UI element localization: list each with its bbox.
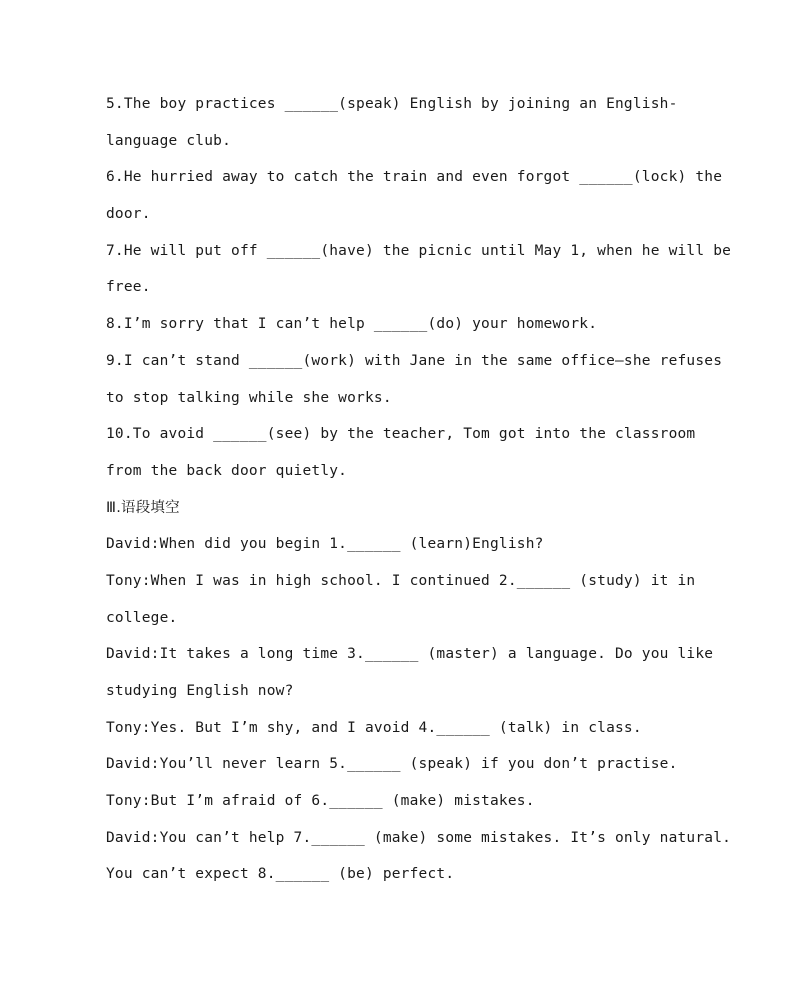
exercise-8-line-1: 8.I’m sorry that I can’t help ______(do) your homework. (106, 316, 598, 333)
exercise-7-line-1: 7.He will put off ______(have) the picnic until May 1, when he will be (106, 242, 732, 259)
dialogue (106, 526, 732, 893)
dialogue-line-3-cont: studying English now? (106, 683, 294, 699)
dialogue-line-2: Tony:When I was in high school. I continued 2.______ (study) it in (106, 572, 696, 589)
dialogue-line-2-cont: college. (106, 609, 178, 626)
dialogue-line-4: Tony:Yes. But I’m shy, and I avoid 4.______ (talk) in class. (106, 719, 642, 736)
dialogue-line-1: David:When did you begin 1.______ (learn)English? (106, 536, 544, 553)
dialogue-line-6: Tony:But I’m afraid of 6.______ (make) mistakes. (106, 793, 535, 810)
exercise-6-line-2: door. (106, 206, 151, 223)
exercise-6-line-1: 6.He hurried away to catch the train and even forgot ______(lock) the (106, 169, 723, 186)
exercise-5-line-1: 5.The boy practices ______(speak) English by joining an English- (106, 96, 678, 112)
dialogue-line-5: David:You’ll never learn 5.______ (speak) if you don’t practise. (106, 756, 678, 773)
dialogue-line-7: David:You can’t help 7.______ (make) some mistakes. It’s only natural. (106, 829, 732, 846)
exercise-list (106, 86, 732, 490)
document-content (106, 86, 732, 893)
dialogue-line-8: You can’t expect 8.______ (be) perfect. (106, 866, 455, 883)
section-heading: Ⅲ.语段填空 (106, 499, 180, 516)
exercise-9-line-2: to stop talking while she works. (106, 389, 392, 406)
exercise-5-line-2: language club. (106, 132, 232, 149)
dialogue-line-3: David:It takes a long time 3.______ (master) a language. Do you like (106, 646, 714, 663)
exercise-10-line-2: from the back door quietly. (106, 462, 348, 479)
exercise-7-line-2: free. (106, 279, 151, 296)
exercise-9-line-1: 9.I can’t stand ______(work) with Jane in the same office—she refuses (106, 352, 723, 369)
exercise-10-line-1: 10.To avoid ______(see) by the teacher, Tom got into the classroom (106, 426, 696, 443)
